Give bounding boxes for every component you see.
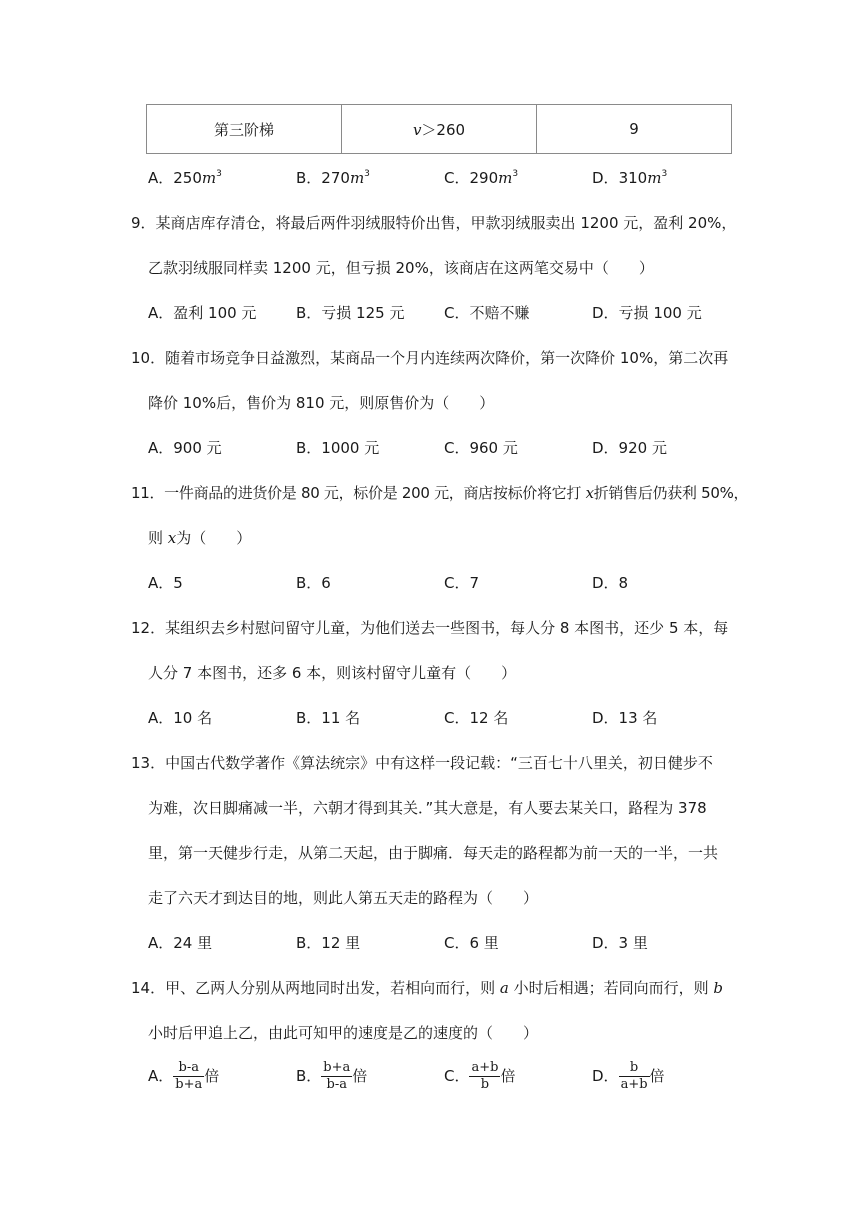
q10-line-1: 10．随着市场竞争日益激烈，某商品一个月内连续两次降价，第一次降价 10%，第二次再: [131, 349, 729, 367]
q9-line-1: 9．某商店库存清仓，将最后两件羽绒服特价出售，甲款羽绒服卖出 1200 元，盈利 20%，: [131, 214, 737, 232]
q13-option-d[interactable]: D．3 里: [592, 934, 648, 952]
q10-option-c[interactable]: C．960 元: [444, 439, 518, 457]
q11-line-2: 则 x为（ ）: [148, 529, 252, 547]
q13-line-2: 为难，次日脚痛减一半，六朝才得到其关．”其大意是，有人要去某关口，路程为 378: [148, 799, 707, 817]
fraction: $\frac{a+b}{b}$: [471, 1060, 499, 1092]
q8-option-c[interactable]: C．$290m^3$: [444, 169, 519, 187]
q14-line-1: 14．甲、乙两人分别从两地同时出发，若相向而行，则 a 小时后相遇；若同向而行，则 b: [131, 979, 723, 997]
range-text: ＞260: [421, 120, 466, 139]
q13-line-4: 走了六天才到达目的地，则此人第五天走的路程为（ ）: [148, 889, 539, 907]
q13-line-1: 13．中国古代数学著作《算法统宗》中有这样一段记载：“三百七十八里关，初日健步不: [131, 754, 713, 772]
table-cell-tier: 第三阶梯: [147, 105, 342, 154]
q11-option-b[interactable]: B．6: [296, 574, 331, 592]
variable-v: v: [412, 120, 422, 139]
q12-option-a[interactable]: A．10 名: [148, 709, 213, 727]
q13-line-3: 里，第一天健步行走，从第二天起，由于脚痛．每天走的路程都为前一天的一半，一共: [148, 844, 719, 862]
q10-option-b[interactable]: B．1000 元: [296, 439, 380, 457]
q12-option-d[interactable]: D．13 名: [592, 709, 658, 727]
q14-option-d[interactable]: D． $\frac{b}{a+b}$ 倍: [592, 1060, 665, 1092]
q8-option-d[interactable]: D．$310m^3$: [592, 169, 668, 187]
q12-option-b[interactable]: B．11 名: [296, 709, 361, 727]
q10-line-2: 降价 10%后，售价为 810 元，则原售价为（ ）: [148, 394, 495, 412]
q10-option-a[interactable]: A．900 元: [148, 439, 222, 457]
q11-option-d[interactable]: D．8: [592, 574, 629, 592]
q8-option-a[interactable]: A．$250m^3$: [148, 169, 222, 187]
table-row: [147, 105, 732, 154]
q13-option-b[interactable]: B．12 里: [296, 934, 361, 952]
fraction: $\frac{b}{a+b}$: [620, 1060, 648, 1092]
q13-option-c[interactable]: C．6 里: [444, 934, 499, 952]
q9-option-d[interactable]: D．亏损 100 元: [592, 304, 702, 322]
table-cell-range: [342, 105, 537, 154]
q12-line-1: 12．某组织去乡村慰问留守儿童，为他们送去一些图书，每人分 8 本图书，还少 5 本，每: [131, 619, 729, 637]
table-cell-price: 9: [537, 105, 732, 154]
q14-option-c[interactable]: C． $\frac{a+b}{b}$ 倍: [444, 1060, 516, 1092]
q11-line-1: 11．一件商品的进货价是 80 元，标价是 200 元，商店按标价将它打 x折销售后仍获利 50%，: [131, 484, 749, 502]
fraction: $\frac{b+a}{b-a}$: [323, 1060, 351, 1092]
fraction: $\frac{b-a}{b+a}$: [175, 1060, 203, 1092]
q8-option-b[interactable]: B．$270m^3$: [296, 169, 370, 187]
q10-option-d[interactable]: D．920 元: [592, 439, 667, 457]
q14-line-2: 小时后甲追上乙，由此可知甲的速度是乙的速度的（ ）: [148, 1024, 539, 1042]
q14-option-a[interactable]: A． $\frac{b-a}{b+a}$ 倍: [148, 1060, 220, 1092]
q13-option-a[interactable]: A．24 里: [148, 934, 213, 952]
q9-option-b[interactable]: B．亏损 125 元: [296, 304, 405, 322]
q12-option-c[interactable]: C．12 名: [444, 709, 509, 727]
pricing-table: [146, 104, 732, 154]
q9-option-c[interactable]: C．不赔不赚: [444, 304, 530, 322]
q11-option-c[interactable]: C．7: [444, 574, 480, 592]
q14-option-b[interactable]: B． $\frac{b+a}{b-a}$ 倍: [296, 1060, 368, 1092]
q9-line-2: 乙款羽绒服同样卖 1200 元，但亏损 20%，该商店在这两笔交易中（ ）: [148, 259, 654, 277]
q12-line-2: 人分 7 本图书，还多 6 本，则该村留守儿童有（ ）: [148, 664, 517, 682]
q11-option-a[interactable]: A．5: [148, 574, 183, 592]
q9-option-a[interactable]: A．盈利 100 元: [148, 304, 257, 322]
